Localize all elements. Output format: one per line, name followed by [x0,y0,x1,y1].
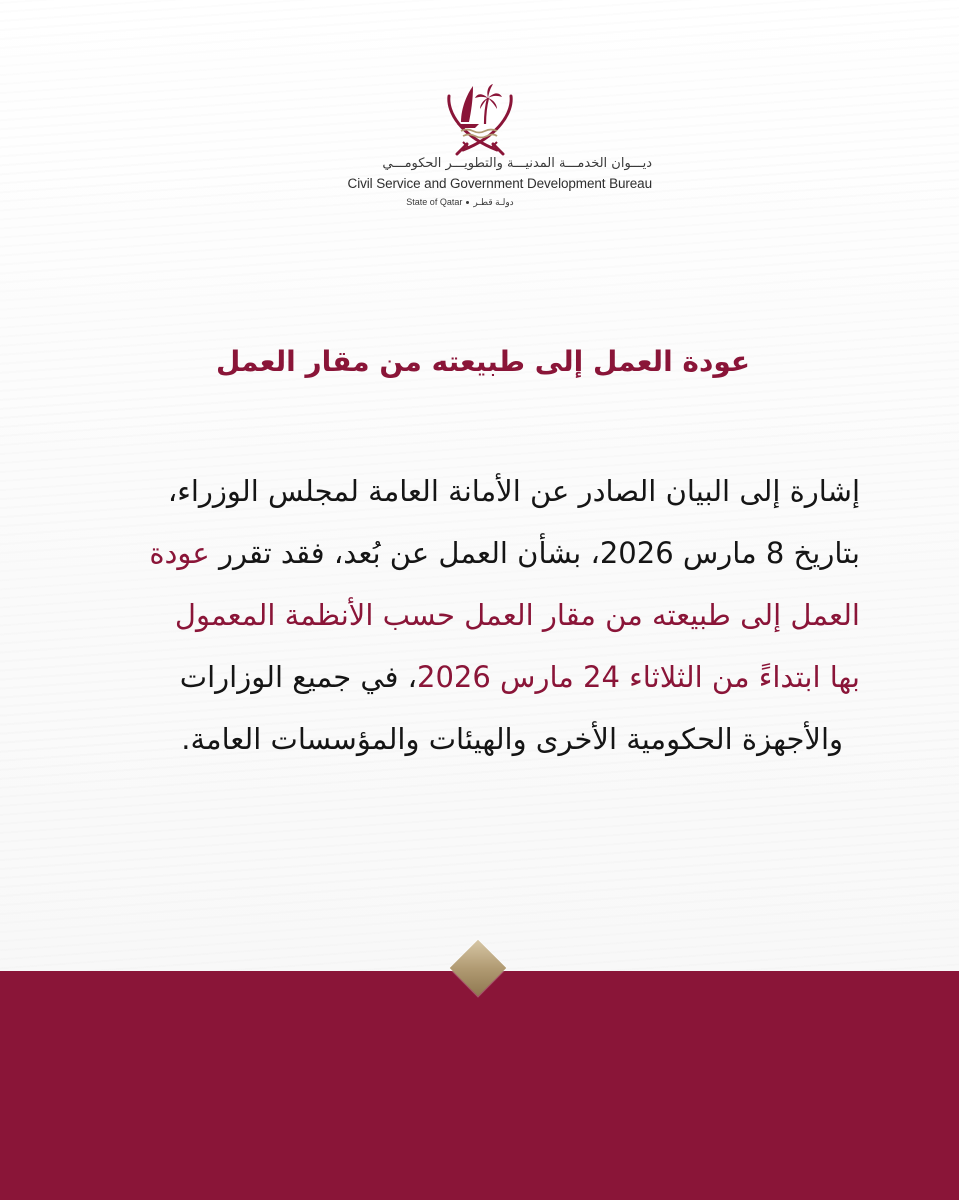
state-name-english: State of Qatar [406,197,463,207]
org-name-arabic: ديـــوان الخدمـــة المدنيـــة والتطويـــر الحكومـــي [382,156,652,171]
body-line-3-highlight: العمل إلى طبيعته من مقار العمل حسب الأنظمة المعمول [174,598,860,632]
body-line-2-text: بتاريخ 8 مارس 2026، بشأن العمل عن بُعد، فقد تقرر [209,536,860,570]
announcement-title: عودة العمل إلى طبيعته من مقار العمل [216,345,750,378]
body-line-2 [60,522,860,584]
body-line-4 [60,646,860,708]
qatar-emblem-icon [439,78,521,156]
body-line-2-highlight: عودة [149,536,210,570]
state-name-arabic: دولـة قطـر [473,197,514,207]
body-line-4-highlight: بها ابتداءً من الثلاثاء 24 مارس 2026 [417,660,860,694]
body-line-5: والأجهزة الحكومية الأخرى والهيئات والمؤسسات العامة. [181,722,843,756]
announcement-body [60,460,860,770]
state-label [380,197,540,208]
body-line-4-text: ، في جميع الوزارات [179,660,418,694]
org-name-english: Civil Service and Government Development Bureau [347,176,652,191]
footer-band [0,971,959,1200]
body-line-1: إشارة إلى البيان الصادر عن الأمانة العامة لمجلس الوزراء، [167,474,860,508]
separator-dot-icon [466,201,469,204]
